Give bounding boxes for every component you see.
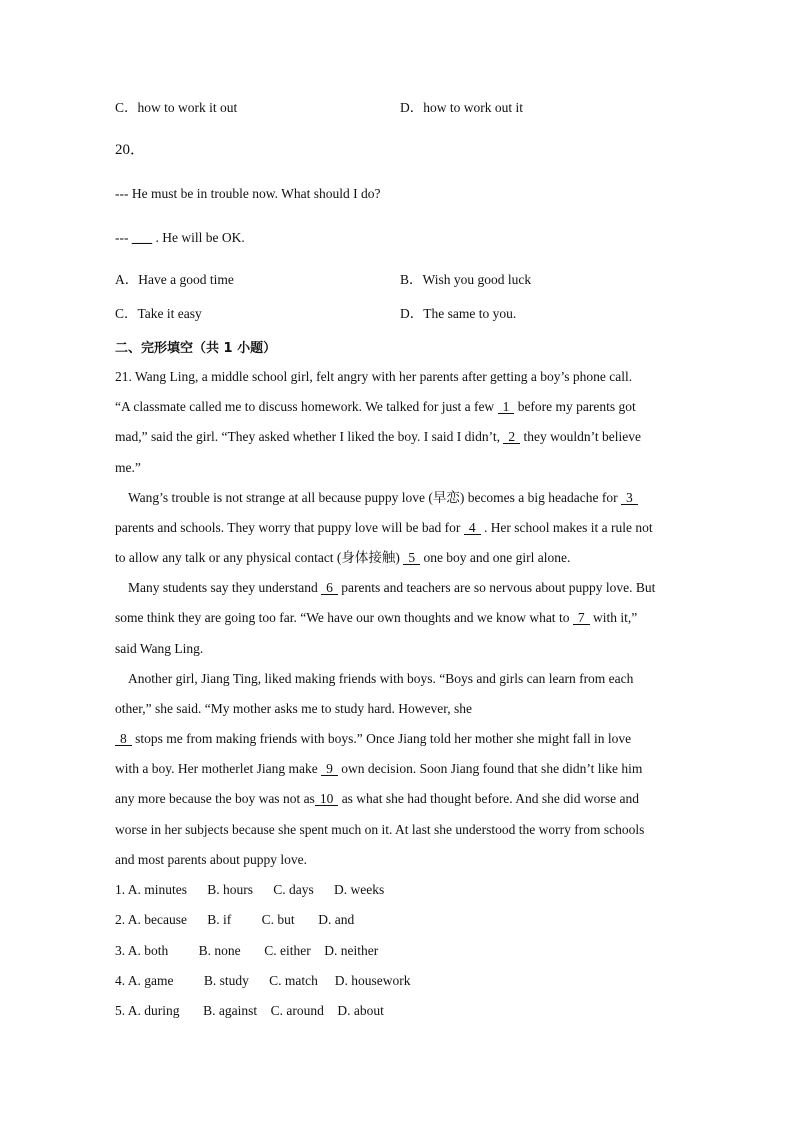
q20-option-a: A．Have a good time <box>115 272 234 287</box>
blank-8: 8 <box>115 732 132 746</box>
passage-line: other,” she said. “My mother asks me to study hard. However, she <box>115 701 472 716</box>
q20-option-d: D．The same to you. <box>400 306 517 321</box>
q20-dialogue-line-1: --- He must be in trouble now. What should I do? <box>115 186 381 201</box>
blank-7: 7 <box>573 611 590 625</box>
choice-row-2: 2. A. because B. if C. but D. and <box>115 912 355 927</box>
choice-row-1: 1. A. minutes B. hours C. days D. weeks <box>115 882 385 897</box>
passage-line: and most parents about puppy love. <box>115 852 307 867</box>
passage-line: Another girl, Jiang Ting, liked making friends with boys. “Boys and girls can learn from each <box>128 671 634 686</box>
blank-3: 3 <box>621 491 638 505</box>
blank-2: 2 <box>503 430 520 444</box>
blank-4: 4 <box>464 521 481 535</box>
passage-line: “A classmate called me to discuss homework. We talked for just a few 1 before my parents got <box>115 399 636 414</box>
blank-6: 6 <box>321 581 338 595</box>
blank-5: 5 <box>403 551 420 565</box>
q19-option-d: D．how to work out it <box>400 100 523 115</box>
choice-row-3: 3. A. both B. none C. either D. neither <box>115 943 379 958</box>
section-heading-cloze: 二、完形填空（共 1 小题） <box>115 341 277 356</box>
passage-line: worse in her subjects because she spent much on it. At last she understood the worry from schools <box>115 822 645 837</box>
passage-line: mad,” said the girl. “They asked whether I liked the boy. I said I didn’t, 2 they wouldn’t believe <box>115 429 641 444</box>
passage-line: me.” <box>115 460 141 475</box>
passage-line: Wang’s trouble is not strange at all because puppy love (早恋) becomes a big headache for 3 <box>128 489 638 507</box>
passage-line: to allow any talk or any physical contact (身体接触) 5 one boy and one girl alone. <box>115 550 571 565</box>
passage-line: parents and schools. They worry that puppy love will be bad for 4 . Her school makes it a rule not <box>115 520 653 535</box>
choice-row-4: 4. A. game B. study C. match D. housework <box>115 973 411 988</box>
q19-option-c: C．how to work it out <box>115 100 238 115</box>
blank-1: 1 <box>498 400 515 414</box>
passage-line: some think they are going too far. “We have our own thoughts and we know what to 7 with it,” <box>115 610 638 625</box>
passage-line: 21. Wang Ling, a middle school girl, felt angry with her parents after getting a boy’s phone call. <box>115 369 633 384</box>
question-number-20: 20． <box>115 142 146 158</box>
blank-10: 10 <box>315 792 339 806</box>
passage-line: any more because the boy was not as 10 as what she had thought before. And she did worse and <box>115 791 639 806</box>
passage-line: with a boy. Her motherlet Jiang make 9 own decision. Soon Jiang found that she didn’t like him <box>115 761 643 776</box>
q20-blank: ___ <box>131 230 153 245</box>
blank-9: 9 <box>321 762 338 776</box>
choice-row-5: 5. A. during B. against C. around D. about <box>115 1003 384 1018</box>
q20-option-b: B．Wish you good luck <box>400 272 532 287</box>
passage-line: Many students say they understand 6 parents and teachers are so nervous about puppy love. But <box>128 580 656 595</box>
q20-dialogue-line-2: --- ___ . He will be OK. <box>115 230 245 245</box>
passage-line: said Wang Ling. <box>115 641 204 656</box>
passage-line: 8 stops me from making friends with boys.” Once Jiang told her mother she might fall in love <box>115 730 631 748</box>
q20-option-c: C．Take it easy <box>115 306 202 321</box>
